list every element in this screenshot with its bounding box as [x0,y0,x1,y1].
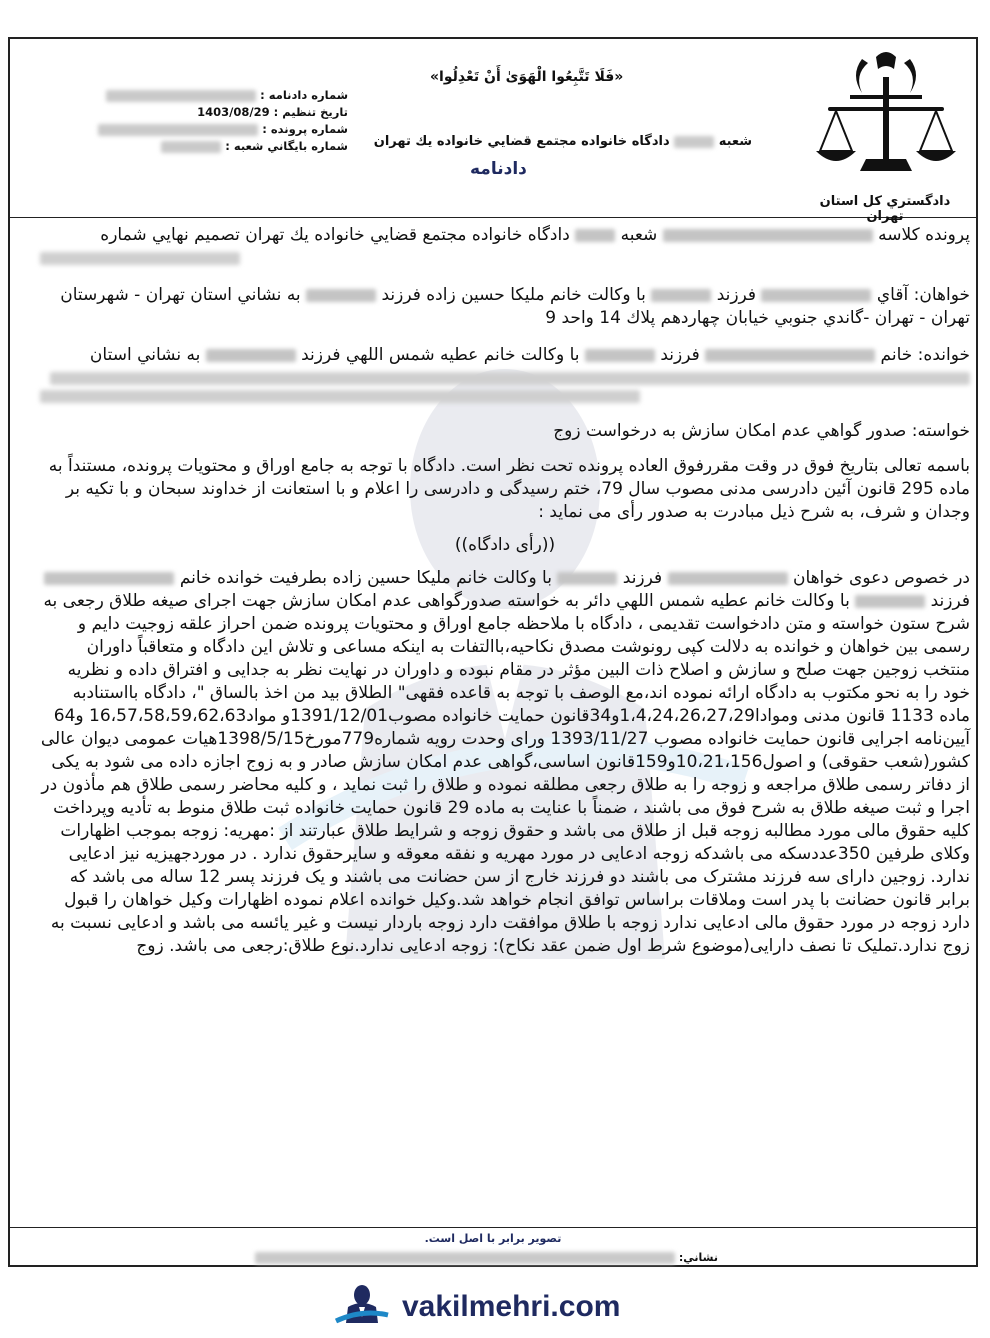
redacted-text [575,229,615,242]
text-segment: با وکالت خانم ملیکا حسین زاده بطرفیت خوانده [216,568,552,588]
claim-paragraph: خواسته: صدور گواهي عدم امكان سازش به درخواست زوج [553,421,970,441]
text-segment: فرزند [930,591,970,611]
text-segment: با وكالت خانم عطيه شمس اللهي فرزند [301,345,580,365]
text-segment: فرزند [622,568,663,588]
text-segment: دادگاه خانواده مجتمع قضايي خانواده يك تهران تصميم نهايي شماره [100,225,570,245]
redacted-text [761,289,871,302]
redacted-text [306,289,376,302]
preamble-paragraph: باسمه تعالی بتاریخ فوق در وقت مقررفوق العاده پرونده تحت نظر است. دادگاه با توجه به جامع اوراق و محتویات پرونده، مستنداً به ماده 295 قانون آئین دادرسی مدنی مصوب سال 79، ختم رسیدگی و دادرسی را اعلام و با استعانت از خداوند سبحان و با تکیه بر وجدان و شرف، به شرح ذیل مبادرت به صدور رأی می نماید : [48,456,970,522]
redacted-value [161,141,221,153]
text-segment: شعبه [620,225,658,245]
judiciary-emblem-icon [810,47,962,197]
redacted-text [663,229,873,242]
verdict-paragraph [40,567,970,958]
brand-logo-icon [332,1283,392,1331]
court-suffix: دادگاه خانواده مجتمع قضايي خانواده يك تهران [373,134,670,149]
document-header [10,39,976,224]
meta-date [78,105,348,122]
redacted-text [44,572,174,585]
court-name [374,134,752,149]
certified-copy-note: تصوير برابر با اصل است. [424,1232,562,1245]
defendant-paragraph [40,344,970,403]
ministry-title: دادگستري کل استان تهران [819,194,951,224]
meta-label: شماره بايگاني شعبه : [225,139,348,153]
redacted-line [50,372,970,385]
meta-label: شماره دادنامه : [260,88,348,102]
redacted-text [668,572,788,585]
text-segment: به نشاني استان تهران - [134,285,301,305]
text-segment: خوانده: خانم [880,345,970,365]
document-title: دادنامه [470,159,527,179]
verdict-heading: ((رأی دادگاه)) [454,535,556,555]
case-paragraph [40,224,970,265]
document-meta [78,88,348,156]
redacted-text [585,349,655,362]
plaintiff-paragraph [40,284,970,330]
text-segment: فرزند [716,285,757,305]
meta-label: شماره پرونده : [262,122,348,136]
verdict-body [40,224,970,958]
redacted-value [98,124,258,136]
meta-value: 1403/08/29 [197,105,270,119]
text-segment: شهرستان تهران - تهران -گاندي جنوبي خيابان چهاردهم پلاك 14 واحد 9 [60,285,970,328]
redacted-text [206,349,296,362]
brand-name: vakilmehri.com [402,1290,621,1323]
footer-address [255,1251,718,1264]
meta-case-number [78,122,348,139]
redacted-text [651,289,711,302]
redacted-text [557,572,617,585]
meta-label: تاريخ تنظيم : [273,105,348,119]
text-segment: خانم [179,568,212,588]
text-segment: خواهان: آقاي [876,285,970,305]
text-segment: فرزند [660,345,700,365]
text-segment: پرونده كلاسه [878,225,970,245]
redacted-address [255,1252,675,1264]
footer-divider [10,1227,976,1228]
meta-verdict-number [78,88,348,105]
text-segment: با وکالت خانم عطیه شمس اللهي دائر به خواسته صدورگواهی عدم امکان سازش جهت اجرای صیغه طلاق رجعی به شرح ستون خواسته و متن دادخواست تقدیمی ، دادگاه با ملاحظه جامع اوراق و محتویات پرونده ضمن احراز علقه زوجیت دایم و رسمی بین خواهان و خوانده به دلالت کپی رونوشت مصدق نکاحیه،باالتفات به اینکه مساعی و تلاش این دادگاه و متعاقباً داوران منتخب زوجین جهت صلح و سازش و اصلاح ذات البین مؤثر در مقام نبوده و داوران در نهایت نظر به جدایی و افتراق داده و نظریه خود را به نحو مکتوب به دادگاه ارائه نموده اند،مع الوصف با توجه به قاعده فقهی" الطلاق بید من اخذ بالساق "، دادگاه بااستنادبه ماده 1133 قانون مدنی وموادا1،4،24،26،27،29و34قانون حمایت خانواده مصوب1391/12/01و مواد16،57،58،59،62،63 و64 آیین‌نامه اجرایی قانون حمایت خانواده مصوب 1393/11/27 ورای وحدت رویه شماره779مورخ1398/5/15هیات عمومی دیوان عالی کشور(شعب حقوقی) و اصول10،21،156و159قانون اساسی،گواهی عدم امکان سازش صادر و به زوج اجازه داده می شود به یکی از دفاتر رسمی طلاق مراجعه و زوجه را به طلاق رجعی مطلقه نموده و طلاق را ثبت نماید ، و کلیه محاضر رسمی طلاق هم مأذون در اجرا و ثبت صیغه طلاق به شرح فوق می باشند ، ضمناً با عنایت به ماده 29 قانون حمایت خانواده ثبت طلاق منوط به تأدیه وپرداخت کلیه حقوق مالی مورد مطالبه زوجه قبل از طلاق می باشد و حقوق زوجه و شرایط طلاق عبارتند از :مهریه: زوجه بموجب اظهارات وکلای طرفین 350عددسکه می باشدکه زوجه ادعایی در مورد مهریه و نفقه معوقه و سایرحقوق ندارد . در موردجهیزیه نیز ادعایی ندارد. زوجین دارای سه فرزند مشترک می باشند دو فرزند خارج از سن حضانت می باشند و یک فرزند پسر 12 ساله می باشد که برابر قانون حضانت با پدر است وملاقات براساس توافق انجام خواهد شد.وکیل خوانده اعلام نموده اظهارات وکیل خواهان را قبول دارد زوجه در مورد حقوق مالی ادعایی ندارد زوجه با طلاق موافقت دارد زوجه باردار نیست و غیر یائسه می باشد و ادعایی نسبت به زوج ندارد.تملیک تا نصف دارایی(موضوع شرط اول ضمن عقد نکاح): زوجه ادعایی ندارد.نوع طلاق:رجعی می باشد. زوج [40,591,970,956]
document-frame [8,37,978,1267]
text-segment: در خصوص دعوی خواهان [792,568,970,588]
address-label: نشاني: [678,1251,718,1264]
redacted-text [705,349,875,362]
text-segment: به نشاني استان [89,345,201,365]
redacted-line [40,252,240,265]
redacted-value [106,90,256,102]
court-prefix: شعبه [718,134,752,149]
text-segment: با وكالت خانم مليكا حسين زاده فرزند [381,285,646,305]
redacted-line [40,390,640,403]
brand-footer [332,1283,620,1331]
redacted-branch [674,136,714,148]
meta-archive-number [78,139,348,156]
redacted-text [855,595,925,608]
quran-verse: «فَلَا تَتَّبِعُوا الْهَوَىٰ أَنْ تَعْدِلُوا» [430,69,624,85]
